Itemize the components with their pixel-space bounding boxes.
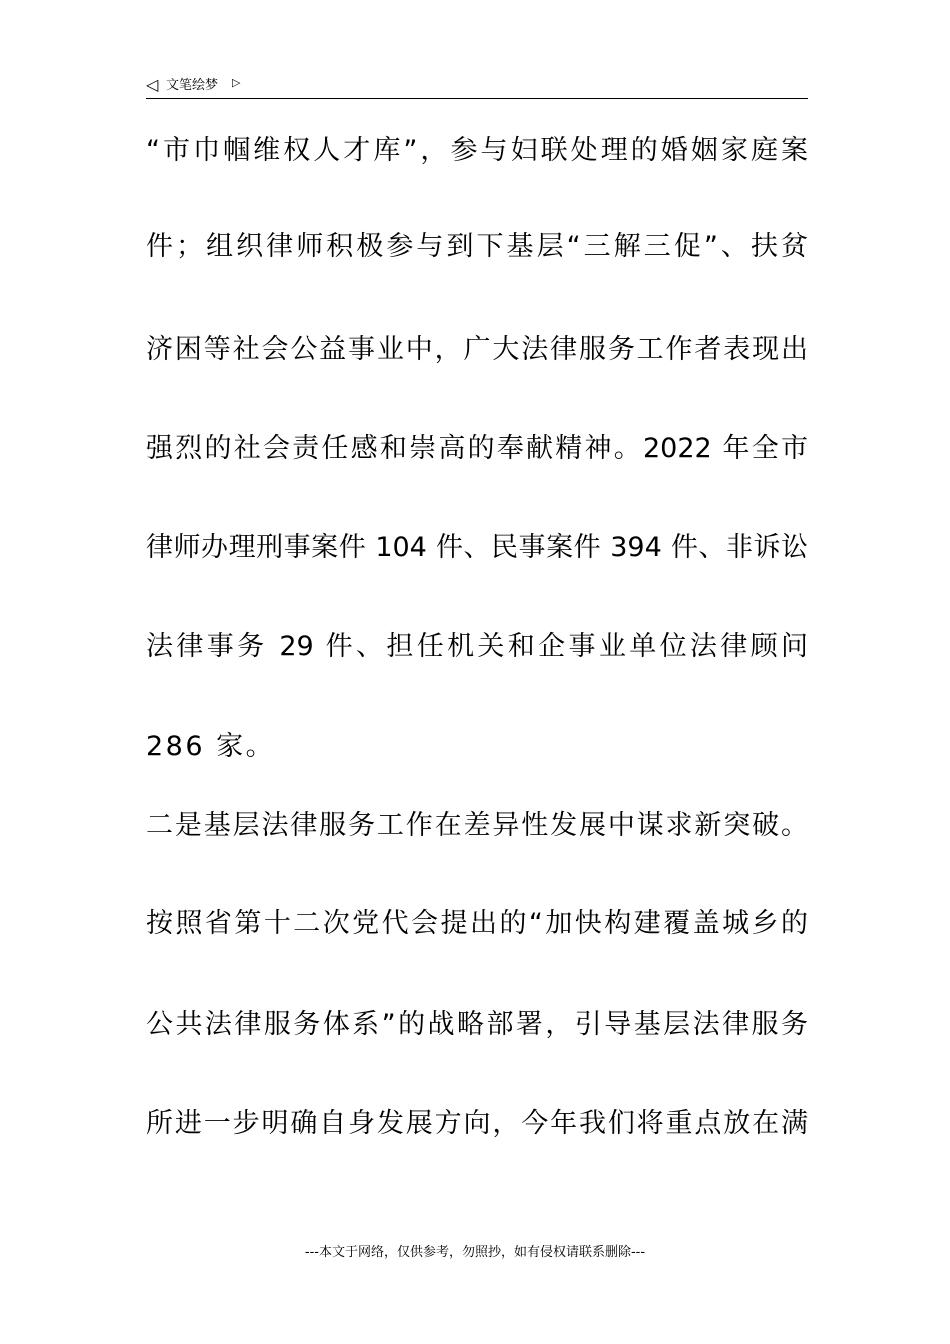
body-line-8: 二是基层法律服务工作在差异性发展中谋求新突破。: [146, 810, 808, 841]
body-line-4: 强烈的社会责任感和崇高的奉献精神。2022 年全市: [146, 433, 808, 464]
body-line-6: 法律事务 29 件、担任机关和企事业单位法律顾问: [146, 631, 808, 662]
body-line-3: 济困等社会公益事业中，广大法律服务工作者表现出: [146, 334, 808, 365]
body-line-11: 所进一步明确自身发展方向，今年我们将重点放在满: [146, 1108, 808, 1139]
page-header: [146, 74, 808, 99]
body-line-9: 按照省第十二次党代会提出的“加快构建覆盖城乡的: [146, 908, 808, 939]
footer-disclaimer: ---本文于网络，仅供参考，勿照抄，如有侵权请联系删除---: [304, 1245, 646, 1260]
body-line-2: 件；组织律师积极参与到下基层“三解三促”、扶贫: [146, 231, 808, 262]
left-triangle-icon: ◁: [146, 75, 159, 94]
body-line-5: 律师办理刑事案件 104 件、民事案件 394 件、非诉讼: [146, 532, 808, 563]
body-line-7: 286 家。: [146, 731, 276, 762]
body-line-10: 公共法律服务体系”的战略部署，引导基层法律服务: [146, 1009, 808, 1040]
right-triangle-icon: ▷: [232, 76, 241, 89]
header-title: 文笔绘梦: [166, 78, 219, 93]
body-line-1: “市巾帼维权人才库”，参与妇联处理的婚姻家庭案: [146, 135, 808, 166]
